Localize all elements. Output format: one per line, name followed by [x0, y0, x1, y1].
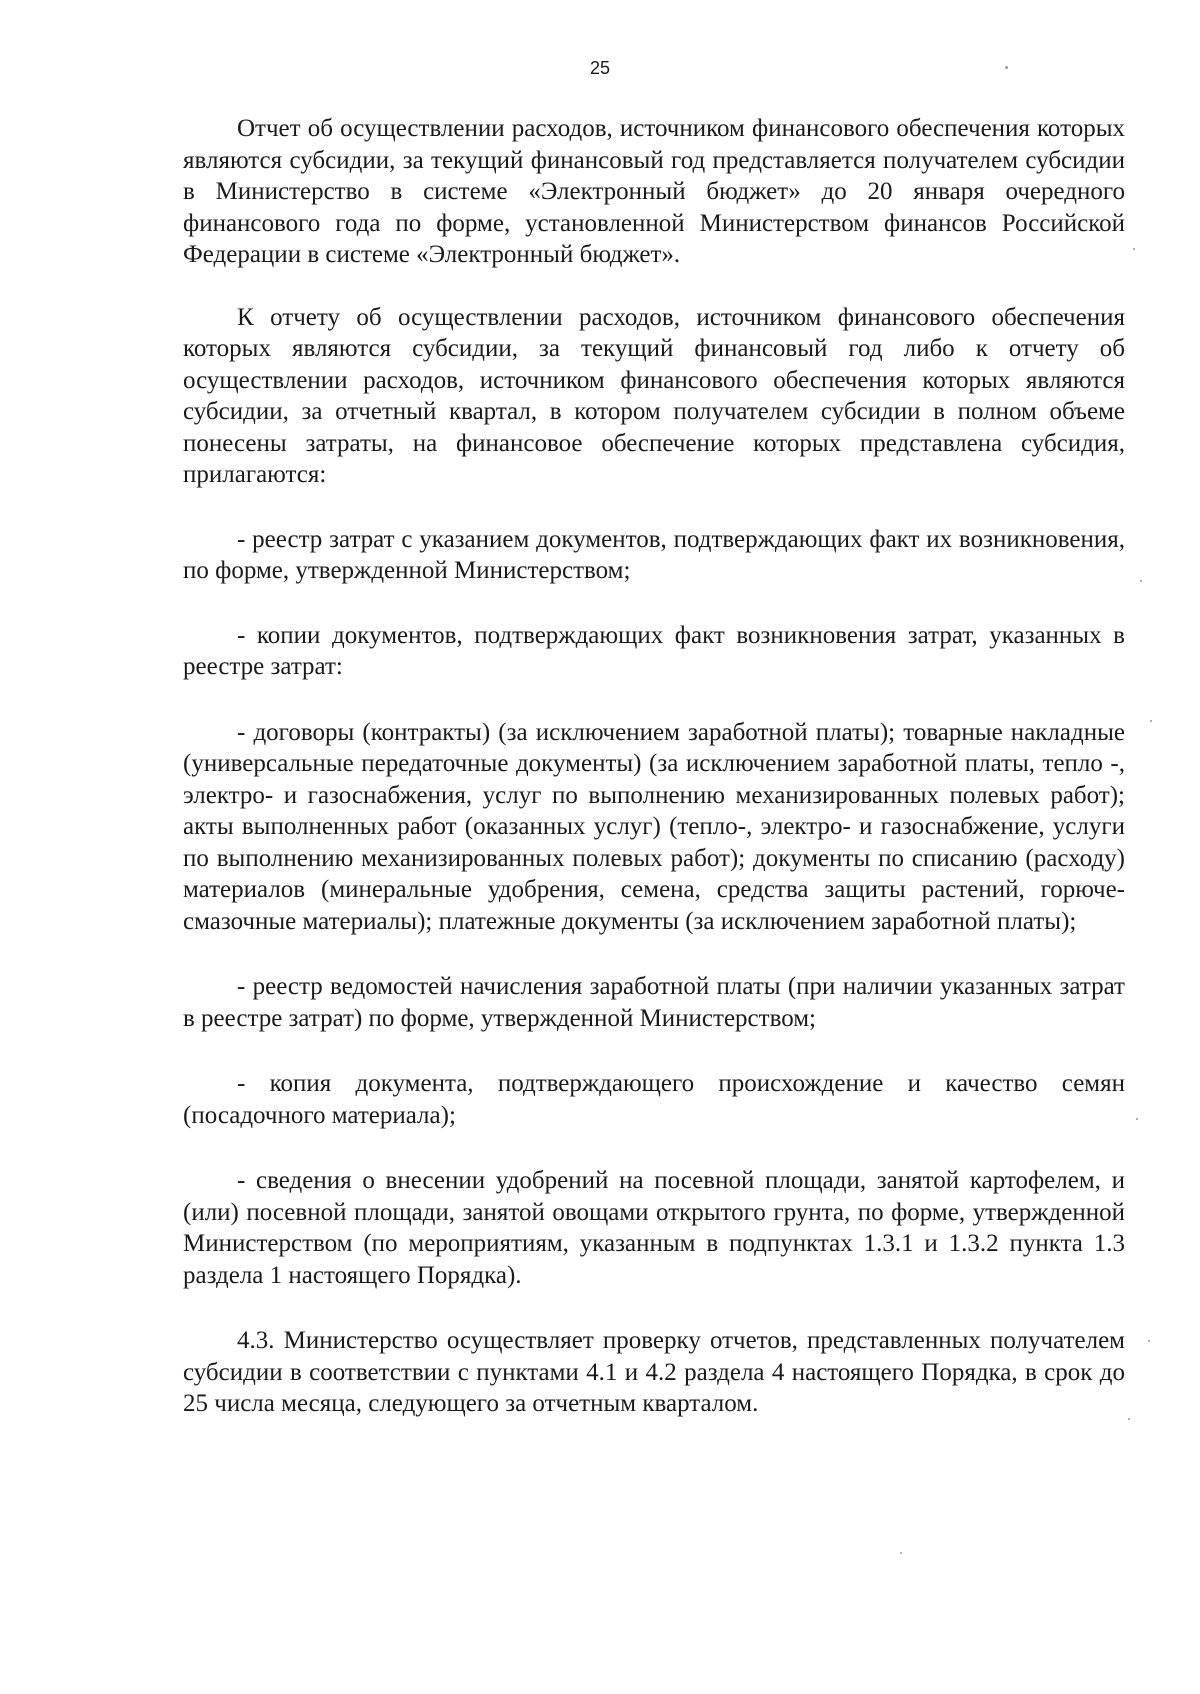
- scan-speck: [1133, 248, 1135, 250]
- scan-speck: [1150, 720, 1152, 722]
- document-body: [183, 113, 1125, 1451]
- scan-speck: [1128, 1418, 1130, 1420]
- page-number: 25: [589, 58, 611, 78]
- list-item-seed-certificate: - копия документа, подтверждающего происхождение и качество семян (посадочного материала);: [183, 1070, 1125, 1129]
- paragraph-report-submission: Отчет об осуществлении расходов, источником финансового обеспечения которых являются субсидии, за текущий финансовый год представляется получателем субсидии в Министерство в системе «Электронный бюджет» до 20 января очередного финансового года по форме, установленной Министерством финансов Российской Федерации в системе «Электронный бюджет».: [183, 115, 1125, 268]
- scan-speck: [1148, 1340, 1150, 1342]
- list-item-contracts: - договоры (контракты) (за исключением заработной платы); товарные накладные (универсальные передаточные документы) (за исключением заработной платы, тепло -, электро- и газоснабжения, услуг по выполнению механизированных полевых работ); акты выполненных работ (оказанных услуг) (тепло-, электро- и газоснабжение, услуги по выполнению механизированных полевых работ); документы по списанию (расходу) материалов (минеральные удобрения, семена, средства защиты растений, горюче-смазочные материалы); платежные документы (за исключением заработной платы);: [183, 718, 1125, 935]
- scan-speck: [900, 1552, 902, 1554]
- scan-speck: [1140, 580, 1142, 582]
- scan-speck: [1136, 1118, 1138, 1120]
- paragraph-section-4-3: 4.3. Министерство осуществляет проверку отчетов, представленных получателем субсидии в соответствии с пунктами 4.1 и 4.2 раздела 4 настоящего Порядка, в срок до 25 числа месяца, следующего за отчетным кварталом.: [183, 1327, 1125, 1417]
- list-item-payroll-register: - реестр ведомостей начисления заработной платы (при наличии указанных затрат в реестре затрат) по форме, утвержденной Министерством;: [183, 973, 1125, 1032]
- scan-speck: [1005, 66, 1008, 69]
- list-item-fertilizer-info: - сведения о внесении удобрений на посевной площади, занятой картофелем, и (или) посевной площади, занятой овощами открытого грунта, по форме, утвержденной Министерством (по мероприятиям, указанным в подпунктах 1.3.1 и 1.3.2 пункта 1.3 раздела 1 настоящего Порядка).: [183, 1167, 1125, 1289]
- paragraph-attachments-intro: К отчету об осуществлении расходов, источником финансового обеспечения которых являются субсидии, за текущий финансовый год либо к отчету об осуществлении расходов, источником финансового обеспечения которых являются субсидии, за отчетный квартал, в котором получателем субсидии в полном объеме понесены затраты, на финансовое обеспечение которых представлена субсидия, прилагаются:: [183, 303, 1125, 488]
- list-item-cost-register: - реестр затрат с указанием документов, подтверждающих факт их возникновения, по форме, утвержденной Министерством;: [183, 525, 1125, 584]
- list-item-document-copies: - копии документов, подтверждающих факт возникновения затрат, указанных в реестре затрат:: [183, 621, 1125, 680]
